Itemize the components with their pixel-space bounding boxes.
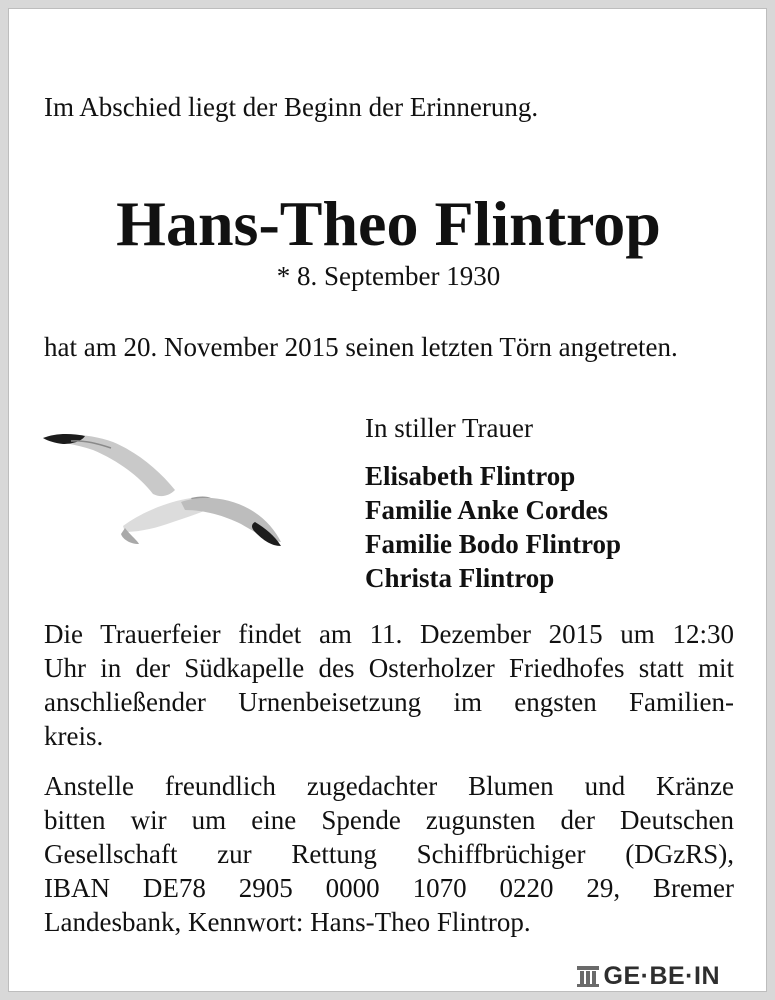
mourner-name: Elisabeth Flintrop [365, 461, 576, 491]
mourning-heading: In stiller Trauer [365, 413, 533, 443]
logo-text: GE·BE·IN [603, 962, 720, 990]
paragraph-line: Gesellschaft zur Rettung Schiffbrüchiger (DGzRS), [44, 839, 734, 869]
deceased-name: Hans-Theo Flintrop [116, 188, 661, 259]
motto: Im Abschied liegt der Beginn der Erinnerung. [44, 92, 539, 122]
paragraph-line: Landesbank, Kennwort: Hans-Theo Flintrop. [44, 907, 531, 937]
death-notice: hat am 20. November 2015 seinen letzten Törn angetreten. [44, 332, 678, 362]
seagull-icon [41, 424, 281, 552]
birth-date: * 8. September 1930 [276, 261, 501, 291]
paragraph-line: kreis. [44, 721, 104, 751]
mourner-name: Familie Bodo Flintrop [365, 529, 622, 559]
paragraph-line: Uhr in der Südkapelle des Osterholzer Friedhofes statt mit [44, 653, 734, 683]
paragraph-line: Anstelle freundlich zugedachter Blumen und Kränze [44, 771, 734, 801]
mourner-name: Christa Flintrop [365, 563, 555, 593]
funeral-paragraph [44, 617, 734, 753]
mourners-list [365, 459, 621, 595]
mourner-name: Familie Anke Cordes [365, 495, 608, 525]
paragraph-line: anschließender Urnenbeisetzung im engsten Familien- [44, 687, 734, 717]
donation-paragraph [44, 769, 734, 939]
paragraph-line: IBAN DE78 2905 0000 1070 0220 29, Bremer [44, 873, 734, 903]
publisher-logo [576, 961, 721, 991]
paragraph-line: bitten wir um eine Spende zugunsten der Deutschen [44, 805, 734, 835]
logo-mark-icon [576, 964, 600, 988]
paragraph-line: Die Trauerfeier findet am 11. Dezember 2015 um 12:30 [44, 619, 734, 649]
obituary-card [8, 8, 767, 992]
